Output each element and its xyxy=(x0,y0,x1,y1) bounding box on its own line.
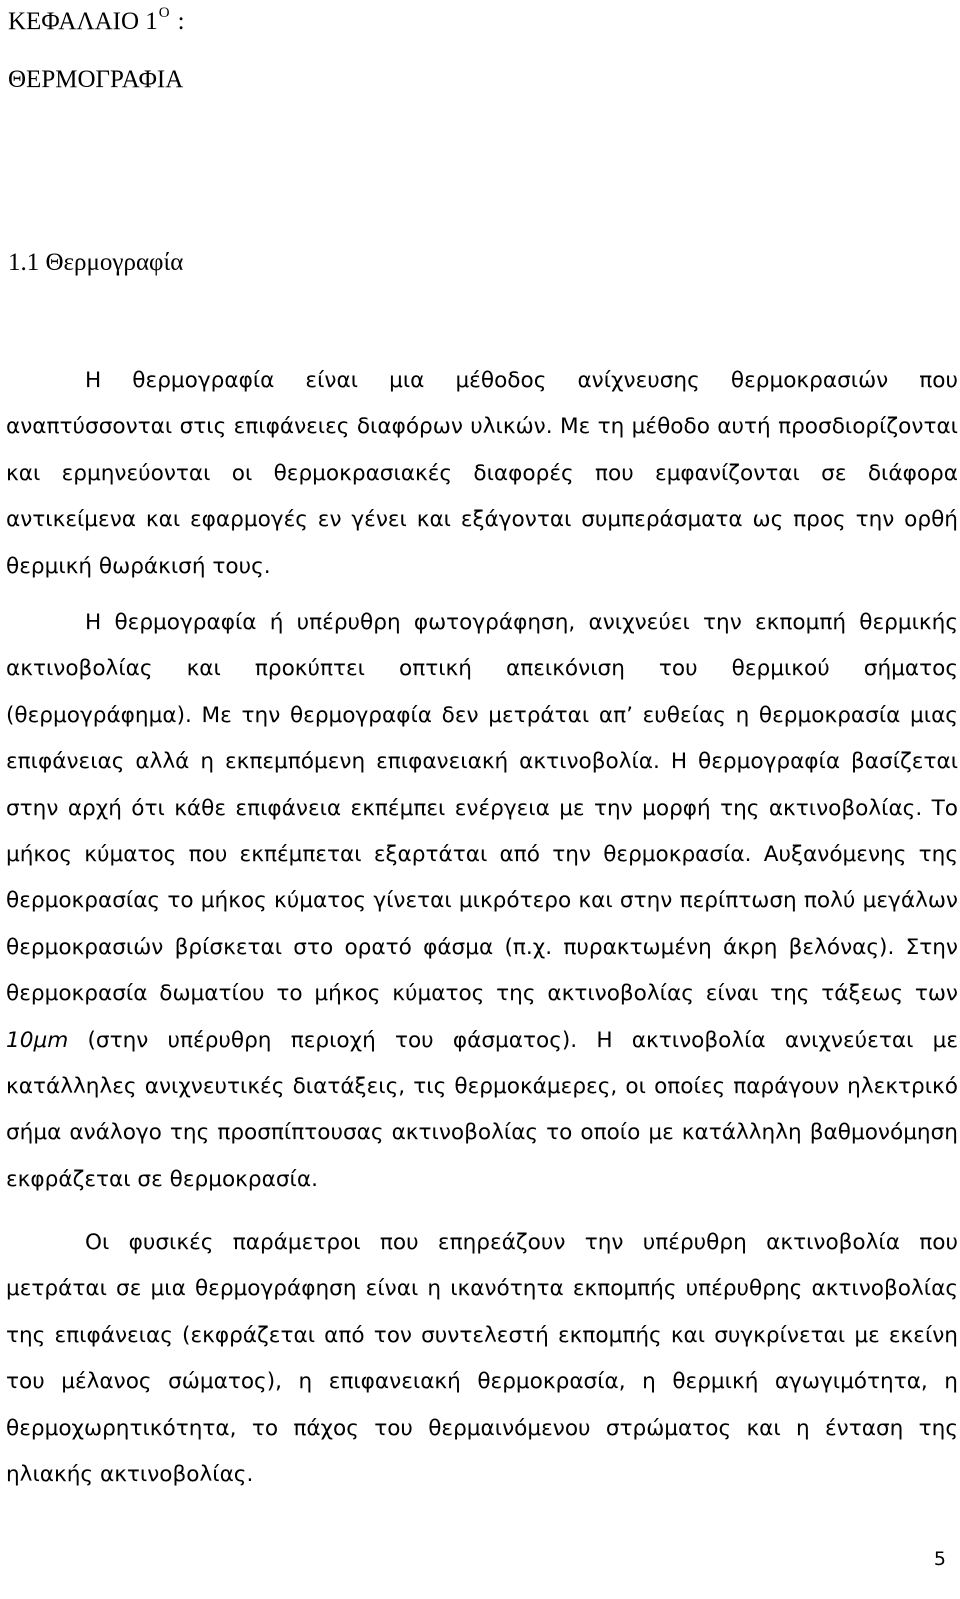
paragraph-2-text-end: (στην υπέρυθρη περιοχή του φάσματος). Η ακτινοβολία ανιχνεύεται με κατάλληλες ανιχνευτικές διατάξεις, τις θερμοκάμερες, οι οποίες παράγουν ηλεκτρικό σήμα ανάλογο της προσπίπτουσας ακτινοβολίας το οποίο με κατάλληλη βαθμονόμηση εκφράζεται σε θερμοκρασία. xyxy=(6,1027,958,1192)
page-number: 5 xyxy=(933,1548,946,1570)
body-paragraph-2 xyxy=(6,600,958,1203)
chapter-title-colon: : xyxy=(177,8,185,35)
chapter-title xyxy=(8,2,185,45)
chapter-subtitle: ΘΕΡΜΟΓΡΑΦΙΑ xyxy=(8,66,184,93)
wavelength-value: 10μm xyxy=(6,1027,69,1053)
chapter-title-superscript: Ο xyxy=(158,5,170,21)
body-paragraph-1: Η θερμογραφία είναι μια μέθοδος ανίχνευσης θερμοκρασιών που αναπτύσσονται στις επιφάνειες διαφόρων υλικών. Με τη μέθοδο αυτή προσδιορίζονται και ερμηνεύονται οι θερμοκρασιακές διαφορές που εμφανίζονται σε διάφορα αντικείμενα και εφαρμογές εν γένει και εξάγονται συμπεράσματα ως προς την ορθή θερμική θωράκισή τους. xyxy=(6,368,958,579)
paragraph-2-text-start: Η θερμογραφία ή υπέρυθρη φωτογράφηση, ανιχνεύει την εκπομπή θερμικής ακτινοβολίας και προκύπτει οπτική απεικόνιση του θερμικού σήματος (θερμογράφημα). Με την θερμογραφία δεν μετράται απ’ ευθείας η θερμοκρασία μιας επιφάνειας αλλά η εκπεμπόμενη επιφανειακή ακτινοβολία. Η θερμογραφία βασίζεται στην αρχή ότι κάθε επιφάνεια εκπέμπει ενέργεια με την μορφή της ακτινοβολίας. Το μήκος κύματος που εκπέμπεται εξαρτάται από την θερμοκρασία. Αυξανόμενης της θερμοκρασίας το μήκος κύματος γίνεται μικρότερο και στην περίπτωση πολύ μεγάλων θερμοκρασιών βρίσκεται στο ορατό φάσμα (π.χ. πυρακτωμένη άκρη βελόνας). Στην θερμοκρασία δωματίου το μήκος κύματος της ακτινοβολίας είναι της τάξεως των xyxy=(6,610,958,1007)
section-heading: 1.1 Θερμογραφία xyxy=(8,249,184,276)
chapter-title-main: ΚΕΦΑΛΑΙΟ 1 xyxy=(8,8,158,35)
body-paragraph-3: Οι φυσικές παράμετροι που επηρεάζουν την υπέρυθρη ακτινοβολία που μετράται σε μια θερμογράφηση είναι η ικανότητα εκπομπής υπέρυθρης ακτινοβολίας της επιφάνειας (εκφράζεται από τον συντελεστή εκπομπής και συγκρίνεται με εκείνη του μέλανος σώματος), η επιφανειακή θερμοκρασία, η θερμική αγωγιμότητα, η θερμοχωρητικότητα, το πάχος του θερμαινόμενου στρώματος και η ένταση της ηλιακής ακτινοβολίας. xyxy=(6,1230,958,1488)
